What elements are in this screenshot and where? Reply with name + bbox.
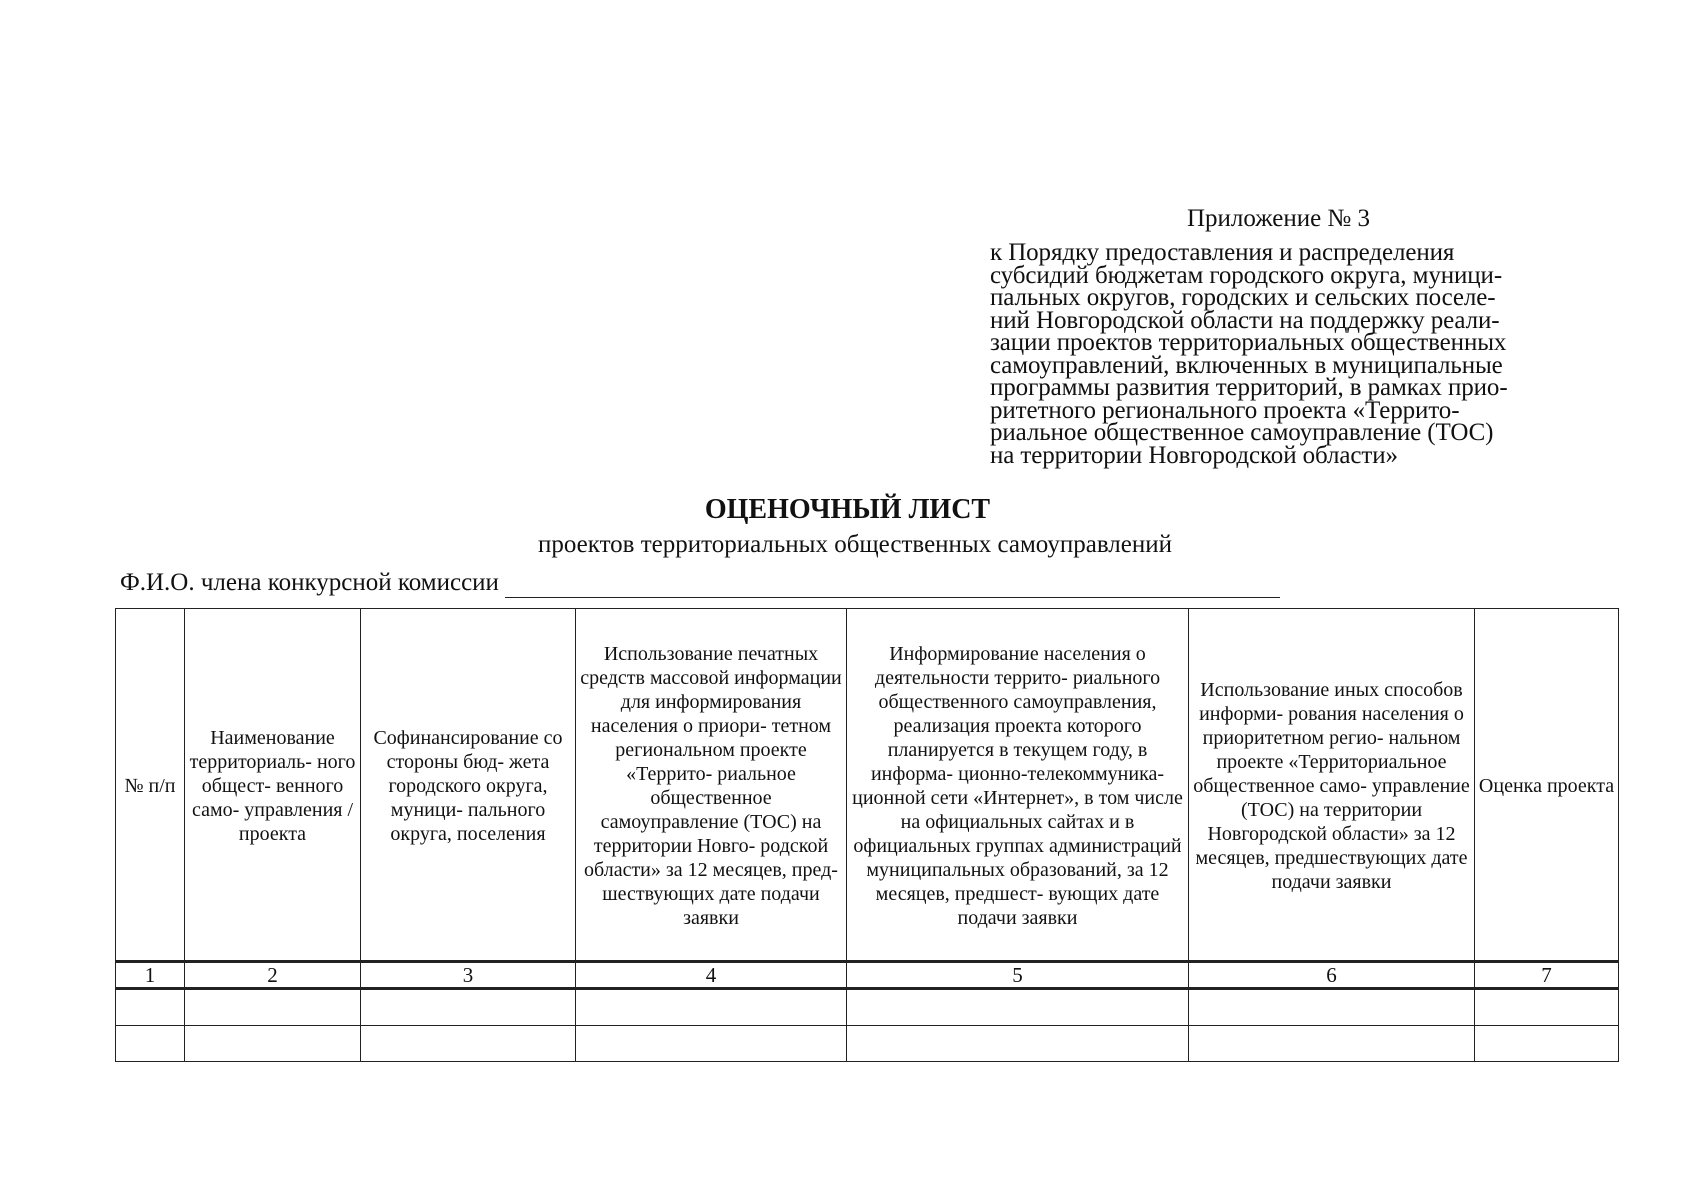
appendix-line: риальное общественное самоуправление (ТОС) [990,419,1494,446]
header-number: № п/п [116,609,185,962]
column-number: 7 [1475,962,1619,989]
appendix-line: субсидий бюджетам городского округа, муници- [990,261,1503,289]
table-cell[interactable] [1475,989,1619,1026]
fio-line [120,568,1280,598]
appendix-text [990,239,1590,469]
table-cell[interactable] [1475,1026,1619,1062]
appendix-line: ритетного регионального проекта «Террито- [990,396,1460,424]
evaluation-table [115,608,1619,1062]
column-number: 3 [361,962,576,989]
table-cell[interactable] [361,989,576,1026]
appendix-line: программы развития территорий, в рамках прио- [990,374,1508,401]
header-print-media: Использование печатных средств массовой информации для информирования населения о приори- тетном региональном проекте «Террито- риальное общественное самоуправление (ТОС) на территории Новго- родской области» за 12 месяцев, пред- шествующих дате подачи заявки [576,609,847,962]
column-number: 5 [847,962,1189,989]
appendix-line: ний Новгородской области на поддержку реали- [990,306,1500,334]
table-cell[interactable] [576,1026,847,1062]
appendix-line: зации проектов территориальных общественных [990,329,1507,356]
fio-field[interactable] [505,569,1280,598]
appendix-line: самоуправлений, включенных в муниципальные [990,351,1503,379]
appendix-block [990,204,1590,467]
table-cell[interactable] [1189,989,1475,1026]
appendix-line: на территории Новгородской области» [990,441,1398,469]
fio-label: Ф.И.О. члена конкурсной комиссии [120,569,499,596]
appendix-line: к Порядку предоставления и распределения [990,239,1455,266]
header-project-score: Оценка проекта [1475,609,1619,962]
column-number: 2 [185,962,361,989]
table-row [116,1026,1619,1062]
table-cell[interactable] [116,989,185,1026]
table-cell[interactable] [847,1026,1189,1062]
header-internet-info: Информирование населения о деятельности террито- риального общественного самоуправления, реализация проекта которого планируется в текущем году, в информа- ционно-телекоммуника- ционной сети «Интернет», в том числе на официальных сайтах и в официальных группах администраций муниципальных образований, за 12 месяцев, предшест- вующих дате подачи заявки [847,609,1189,962]
header-cofinancing: Софинансирование со стороны бюд- жета городского округа, муници- пального округа, поселения [361,609,576,962]
table-cell[interactable] [847,989,1189,1026]
table-cell[interactable] [185,1026,361,1062]
document-title: ОЦЕНОЧНЫЙ ЛИСТ [704,494,991,525]
header-tos-name: Наименование территориаль- ного общест- венного само- управления / проекта [185,609,361,962]
header-row [116,609,1619,962]
document-subtitle: проектов территориальных общественных самоуправлений [537,531,1173,558]
appendix-title: Приложение № 3 [1187,205,1371,232]
column-number-row [116,962,1619,989]
table-cell[interactable] [361,1026,576,1062]
column-number: 6 [1189,962,1475,989]
column-number: 4 [576,962,847,989]
column-number: 1 [116,962,185,989]
table-row [116,989,1619,1026]
table-cell[interactable] [116,1026,185,1062]
table-cell[interactable] [185,989,361,1026]
table-cell[interactable] [576,989,847,1026]
table-cell[interactable] [1189,1026,1475,1062]
header-other-methods: Использование иных способов информи- рования населения о приоритетном регио- нальном проекте «Территориальное общественное само- управление (ТОС) на территории Новгородской области» за 12 месяцев, предшествующих дате подачи заявки [1189,609,1475,962]
appendix-line: пальных округов, городских и сельских поселе- [990,284,1496,311]
